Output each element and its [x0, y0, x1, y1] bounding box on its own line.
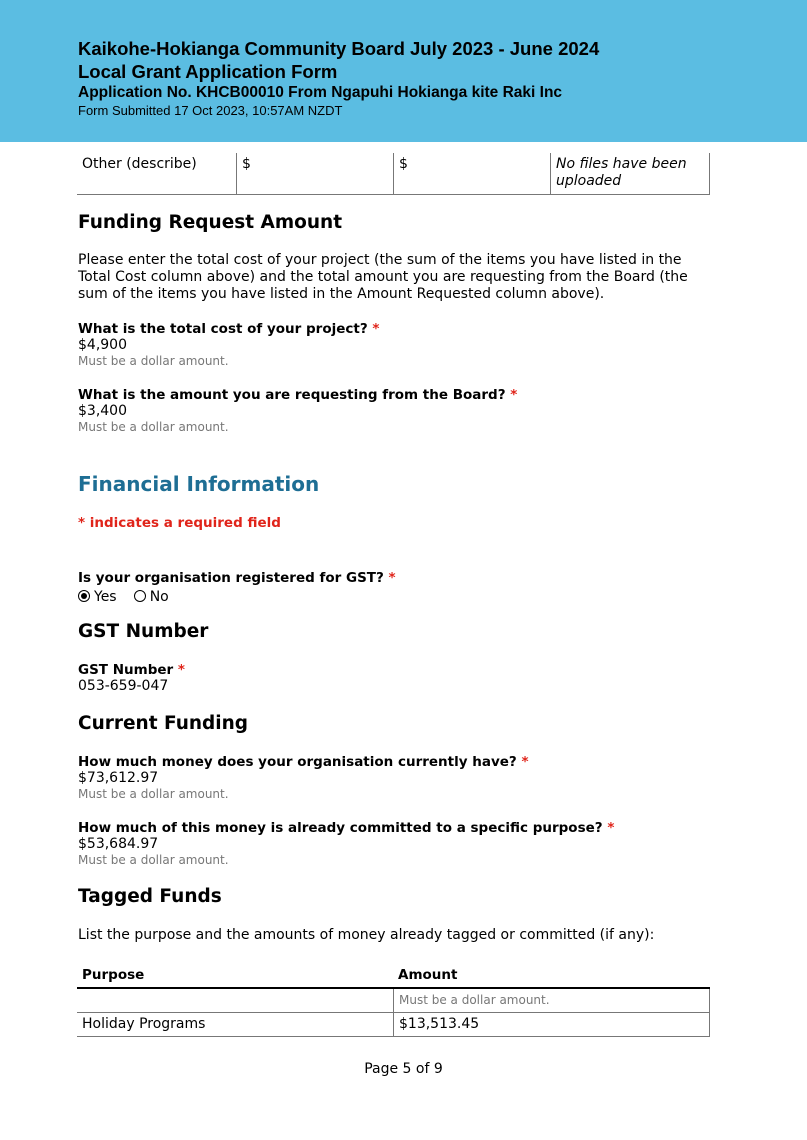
table-row: [77, 1013, 710, 1037]
gst-option-yes[interactable]: Yes: [78, 589, 117, 605]
committed-value: $53,684.97: [78, 836, 159, 852]
committed-hint: Must be a dollar amount.: [78, 853, 229, 867]
required-mark: *: [177, 662, 185, 678]
table-row: [77, 989, 710, 1013]
gst-number-value: 053-659-047: [78, 678, 169, 694]
tagged-funds-description: List the purpose and the amounts of money already tagged or committed (if any):: [78, 927, 655, 943]
money-hint: Must be a dollar amount.: [78, 787, 229, 801]
requesting-question: What is the amount you are requesting from the Board? *: [78, 387, 518, 403]
purpose-cell: [77, 989, 393, 1012]
budget-files: No files have been uploaded: [550, 153, 710, 194]
gst-number-label: GST Number *: [78, 662, 185, 678]
required-mark: *: [372, 321, 380, 337]
money-value: $73,612.97: [78, 770, 159, 786]
column-header-purpose: Purpose: [82, 967, 145, 983]
amount-cell: $13,513.45: [393, 1013, 710, 1036]
form-header: [0, 0, 807, 142]
current-funding-heading: Current Funding: [78, 713, 249, 734]
column-header-amount: Amount: [398, 967, 458, 983]
requesting-hint: Must be a dollar amount.: [78, 420, 229, 434]
radio-unselected-icon[interactable]: [134, 590, 146, 602]
gst-question: Is your organisation registered for GST? *: [78, 570, 396, 586]
funding-request-description: Please enter the total cost of your project (the sum of the items you have listed in the Total Cost column above) and the total amount you are requesting from the Board (the sum of the items you have listed in the Amount Requested column above).: [78, 252, 688, 302]
application-number: Application No. KHCB00010 From Ngapuhi Hokianga kite Raki Inc: [78, 84, 563, 101]
budget-item-label: Other (describe): [82, 156, 197, 172]
financial-information-heading: Financial Information: [78, 472, 320, 496]
required-mark: *: [510, 387, 518, 403]
board-title: Kaikohe-Hokianga Community Board July 2023 - June 2024: [78, 38, 600, 59]
required-mark: *: [607, 820, 615, 836]
gst-radio-group: [78, 586, 181, 605]
funding-request-heading: Funding Request Amount: [78, 212, 343, 233]
budget-row-other: [77, 153, 710, 195]
required-mark: *: [521, 754, 529, 770]
tagged-funds-heading: Tagged Funds: [78, 886, 222, 907]
submitted-date: Form Submitted 17 Oct 2023, 10:57AM NZDT: [78, 103, 343, 118]
total-cost-value: $4,900: [78, 337, 127, 353]
gst-number-heading: GST Number: [78, 621, 209, 642]
required-field-note: * indicates a required field: [78, 515, 281, 531]
total-cost-question: What is the total cost of your project? *: [78, 321, 380, 337]
budget-total-cost: $: [236, 153, 393, 194]
committed-question: How much of this money is already committed to a specific purpose? *: [78, 820, 615, 836]
form-name: Local Grant Application Form: [78, 61, 338, 82]
purpose-cell: Holiday Programs: [82, 1016, 206, 1032]
requesting-value: $3,400: [78, 403, 127, 419]
money-question: How much money does your organisation currently have? *: [78, 754, 529, 770]
required-mark: *: [388, 570, 396, 586]
total-cost-hint: Must be a dollar amount.: [78, 354, 229, 368]
budget-amount-requested: $: [393, 153, 550, 194]
page-number: Page 5 of 9: [364, 1061, 443, 1077]
radio-selected-icon[interactable]: [78, 590, 90, 602]
amount-cell: Must be a dollar amount.: [393, 989, 710, 1012]
gst-option-no[interactable]: No: [134, 589, 169, 605]
